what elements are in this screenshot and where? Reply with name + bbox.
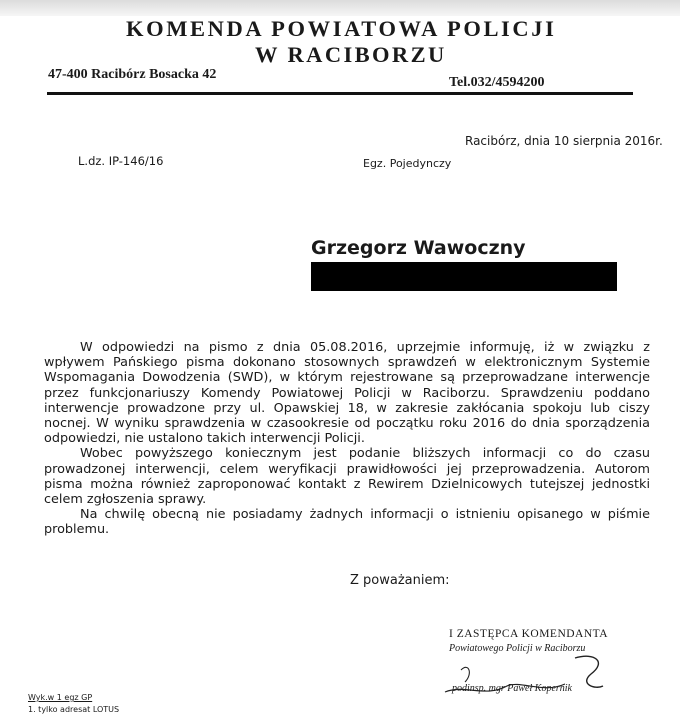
handwritten-signature xyxy=(425,640,615,700)
letterhead-address: 47-400 Racibórz Bosacka 42 xyxy=(48,67,217,82)
letterhead-line2: W RACIBORZU xyxy=(255,42,447,67)
closing-salutation: Z poważaniem: xyxy=(350,573,450,588)
letterhead-phone: Tel.032/4594200 xyxy=(449,75,545,90)
copy-note: Egz. Pojedynczy xyxy=(363,157,452,170)
body-paragraph-2: Wobec powyższego koniecznym jest podanie bliższych informacji co do czasu prowadzonej interwencji, celem weryfikacji prawidłowości jej przeprowadzenia. Autorom pisma można również zaproponować kontakt z Rewirem Dzielnicowych tutejszej jednostki celem zgłoszenia sprawy. xyxy=(44,446,650,508)
place-date: Racibórz, dnia 10 sierpnia 2016r. xyxy=(465,134,663,148)
stamp-title: I ZASTĘPCA KOMENDANTA xyxy=(449,628,609,640)
letterhead-divider xyxy=(47,92,633,95)
letter-body xyxy=(44,340,650,538)
recipient-name: Grzegorz Wawoczny xyxy=(311,237,526,259)
copies-note: Wyk.w 1 egz GP xyxy=(28,693,93,702)
distribution-note: 1. tylko adresat LOTUS xyxy=(28,705,120,714)
reference-number: L.dz. IP-146/16 xyxy=(78,154,164,168)
stamp-unit: Powiatowego Policji w Raciborzu xyxy=(449,643,586,654)
body-paragraph-1: W odpowiedzi na pismo z dnia 05.08.2016, uprzejmie informuję, iż w związku z wpływem Pańskiego pisma dokonano stosownych sprawdzeń w elektronicznym Systemie Wspomagania Dowodzenia (SWD), w którym rejestrowane są przeprowadzane interwencje przez funkcjonariuszy Komendy Powiatowej Policji w Raciborzu. Sprawdzeniu poddano interwencje prowadzone przy ul. Opawskiej 18, w zakresie zakłócania spokoju lub ciszy nocnej. W wyniku sprawdzenia w czasookresie od początku roku 2016 do dnia sporządzenia odpowiedzi, nie ustalono takich interwencji Policji. xyxy=(44,340,650,447)
body-paragraph-3: Na chwilę obecną nie posiadamy żadnych informacji o istnieniu opisanego w piśmie problemu. xyxy=(44,507,650,538)
redacted-address xyxy=(311,262,617,291)
stamp-signer: podinsp. mgr Paweł Kopernik xyxy=(452,683,572,694)
scan-top-edge xyxy=(0,0,680,16)
letterhead-line1: KOMENDA POWIATOWA POLICJI xyxy=(126,16,557,41)
